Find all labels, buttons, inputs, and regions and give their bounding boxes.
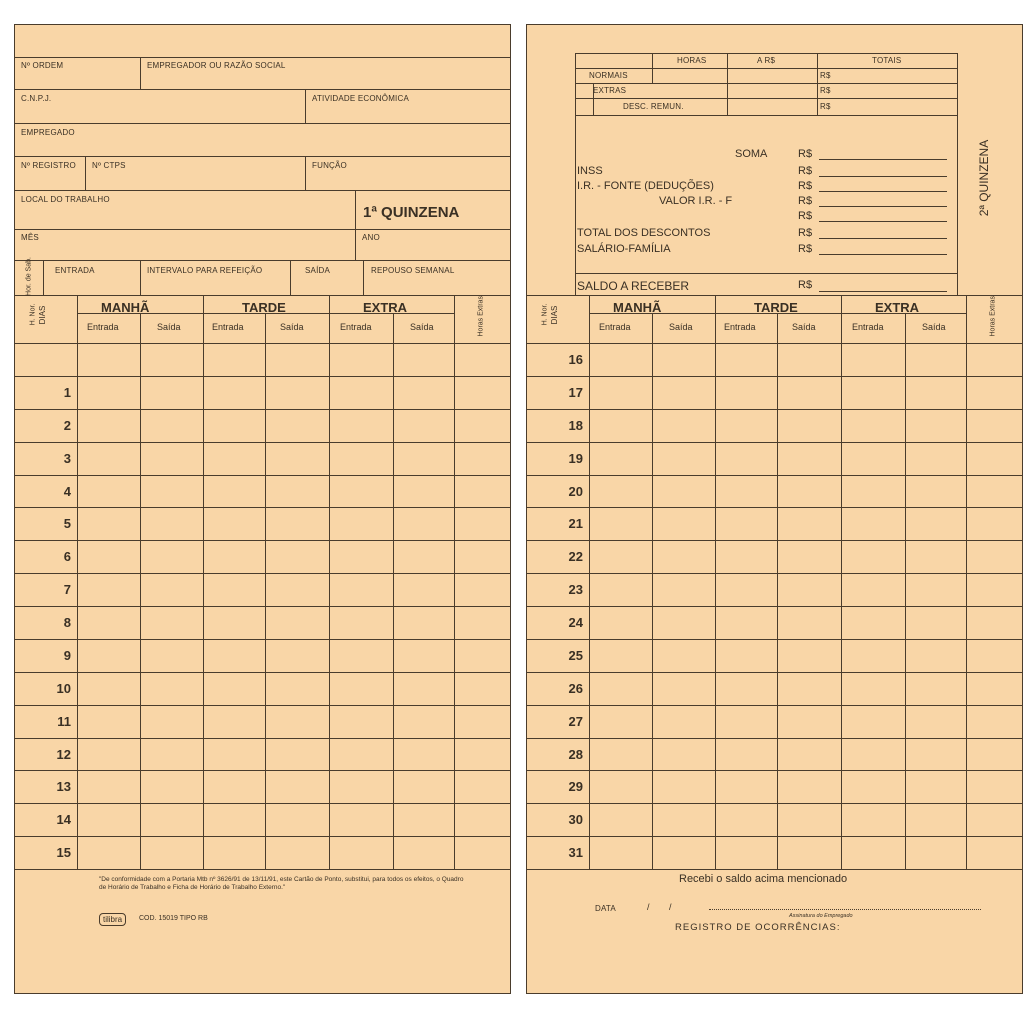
row-divider [527,639,1022,640]
second-day-number: 23 [568,582,583,598]
label-extras: EXTRAS [593,86,627,95]
col-tarde-saida-2: Saída [792,322,816,332]
rs-desc-remun: R$ [820,102,831,111]
col-dias-2: DIAS [550,305,559,325]
row-divider [527,409,1022,410]
row-divider [527,475,1022,476]
row-divider [527,442,1022,443]
manha-header-2: MANHÃ [613,300,662,315]
second-day-number: 25 [568,647,583,663]
row-divider [527,770,1022,771]
col-manha-entrada: Entrada [87,322,119,332]
row-divider [15,803,510,804]
date-slash-1: / [647,902,650,912]
tarde-header-2: TARDE [754,300,798,315]
first-day-number: 1 [63,384,71,400]
label-entrada: ENTRADA [55,266,95,275]
label-n-registro: Nº REGISTRO [21,161,76,170]
row-divider [15,540,510,541]
first-day-number: 2 [63,417,71,433]
label-saida: SAÍDA [305,266,331,275]
label-saldo: SALDO A RECEBER [577,279,690,293]
tilibra-logo: tilibra [99,913,126,926]
label-desc-remun: DESC. REMUN. [623,102,684,111]
row-divider [527,672,1022,673]
col-horas-extras: Horas Extras [477,296,485,337]
label-mes: MÊS [21,233,39,242]
label-data: DATA [595,904,616,913]
second-day-number: 31 [568,845,583,861]
label-n-ordem: Nº ORDEM [21,61,64,70]
date-slash-2: / [669,902,672,912]
first-day-number: 15 [56,845,71,861]
row-divider [15,738,510,739]
row-divider [15,573,510,574]
manha-header: MANHÃ [101,300,150,315]
first-day-number: 8 [63,615,71,630]
first-day-number: 14 [56,812,71,828]
label-n-ctps: Nº CTPS [92,161,126,170]
row-divider [527,803,1022,804]
label-hr-sab: Hor. de Sab. [25,257,33,296]
first-day-number: 9 [63,647,71,663]
rs-valor-ir: R$ [798,195,813,207]
label-valor-ir: VALOR I.R. - F [659,195,733,207]
label-ano: ANO [362,233,380,242]
row-divider [527,705,1022,706]
col-extra-saida-2: Saída [922,322,946,332]
col-horas-extras-2: Horas Extras [989,296,997,337]
first-day-number: 4 [63,483,71,499]
second-day-number: 19 [568,450,583,466]
product-code: COD. 15019 TIPO RB [139,915,208,922]
row-divider [527,738,1022,739]
time-card-second-fortnight [526,24,1023,994]
label-funcao: FUNÇÃO [312,161,347,170]
col-manha-entrada-2: Entrada [599,322,631,332]
second-day-number: 29 [568,779,583,795]
first-day-number: 6 [63,549,71,565]
col-hnor: H. Nor. [29,303,37,326]
first-fortnight-title: 1ª QUINZENA [363,204,460,221]
row-divider [15,705,510,706]
row-divider [15,672,510,673]
rs-normais: R$ [820,71,831,80]
row-divider [15,409,510,410]
rs-extras: R$ [820,86,831,95]
second-day-number: 24 [568,615,583,630]
first-day-number: 13 [56,779,71,795]
first-day-number: 5 [63,516,71,532]
first-day-number: 12 [56,746,71,762]
label-total-descontos: TOTAL DOS DESCONTOS [577,227,711,239]
second-day-number: 18 [568,417,583,433]
row-divider [15,639,510,640]
row-divider [527,606,1022,607]
row-divider [15,442,510,443]
col-manha-saida: Saída [157,322,181,332]
rs-blank: R$ [798,210,813,222]
extra-header-2: EXTRA [875,300,920,315]
label-atividade: ATIVIDADE ECONÔMICA [312,94,409,103]
col-extra-entrada-2: Entrada [852,322,884,332]
col-tarde-entrada: Entrada [212,322,244,332]
row-divider [527,573,1022,574]
first-day-number: 11 [57,713,71,729]
label-a-rs: A R$ [757,56,776,65]
col-tarde-entrada-2: Entrada [724,322,756,332]
label-inss: INSS [577,165,603,177]
first-day-number: 10 [56,680,71,696]
label-ir-fonte: I.R. - FONTE (DEDUÇÕES) [577,180,714,192]
col-extra-entrada: Entrada [340,322,372,332]
legal-note: "De conformidade com a Portaria Mtb nº 3626/91 de 13/11/91, este Cartão de Ponto, substitui, para todos os efeitos, o Quadro de Horário de Trabalho e Ficha de Horário de Trabalho Externo." [99,876,464,892]
signature-label: Assinatura do Empregado [789,913,853,919]
row-divider [15,507,510,508]
second-day-number: 30 [568,812,583,828]
col-dias: DIAS [38,305,47,325]
rs-inss: R$ [798,165,813,177]
first-day-number: 3 [63,450,71,466]
label-empregado: EMPREGADO [21,128,75,137]
tarde-header: TARDE [242,300,286,315]
time-card-first-fortnight [14,24,511,994]
label-empregador: EMPREGADOR OU RAZÃO SOCIAL [147,61,286,70]
rs-salario-familia: R$ [798,243,813,255]
label-cnpj: C.N.P.J. [21,94,52,103]
col-hnor-2: H. Nor. [541,303,549,326]
rs-saldo: R$ [798,279,813,291]
rs-ir-fonte: R$ [798,180,813,192]
col-extra-saida: Saída [410,322,434,332]
label-salario-familia: SALÁRIO-FAMÍLIA [577,243,671,255]
row-divider [527,540,1022,541]
second-fortnight-title: 2ª QUINZENA [977,139,991,217]
row-divider [15,606,510,607]
recebi-saldo: Recebi o saldo acima mencionado [679,873,848,885]
second-day-number: 22 [568,549,583,565]
col-manha-saida-2: Saída [669,322,693,332]
label-local-trabalho: LOCAL DO TRABALHO [21,195,110,204]
label-repouso: REPOUSO SEMANAL [371,266,455,275]
label-horas: HORAS [677,56,707,65]
row-divider [15,836,510,837]
rs-soma: R$ [798,148,813,160]
label-soma: SOMA [735,148,768,160]
col-tarde-saida: Saída [280,322,304,332]
rs-total-descontos: R$ [798,227,813,239]
row-divider [527,376,1022,377]
second-day-number: 20 [568,483,583,499]
row-divider [15,376,510,377]
first-day-number: 7 [63,582,71,598]
label-intervalo: INTERVALO PARA REFEIÇÃO [147,266,263,275]
registro-ocorrencias: REGISTRO DE OCORRÊNCIAS: [675,922,841,933]
second-day-number: 17 [568,384,583,400]
label-totais: TOTAIS [872,56,902,65]
second-day-number: 21 [568,516,583,532]
second-day-number: 26 [568,680,583,696]
second-day-number: 28 [568,746,583,762]
row-divider [527,507,1022,508]
second-day-number: 27 [568,713,583,729]
label-normais: NORMAIS [589,71,628,80]
row-divider [15,770,510,771]
extra-header: EXTRA [363,300,408,315]
row-divider [15,475,510,476]
row-divider [527,836,1022,837]
second-day-number: 16 [568,352,583,367]
